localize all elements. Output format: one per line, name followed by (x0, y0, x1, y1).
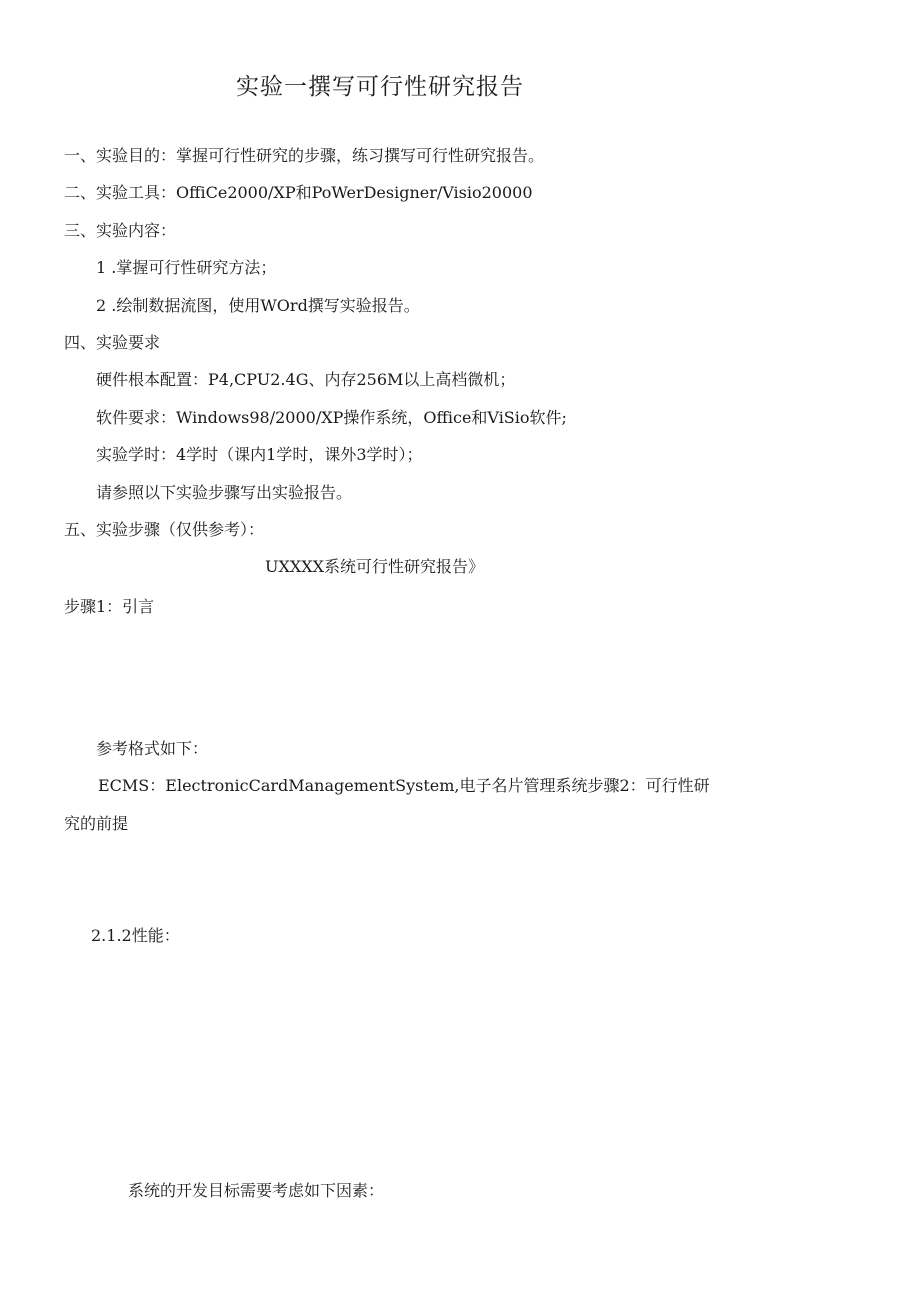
step-1-heading: 步骤1：引言 (64, 597, 155, 616)
section-purpose: 一、实验目的：掌握可行性研究的步骤，练习撰写可行性研究报告。 (64, 146, 545, 165)
content-item-2: 2 .绘制数据流图，使用WOrd撰写实验报告。 (96, 296, 420, 315)
section-content: 三、实验内容： (64, 221, 177, 240)
requirement-report: 请参照以下实验步骤写出实验报告。 (96, 483, 353, 502)
ecms-definition-continued: 究的前提 (64, 814, 129, 833)
section-2-1-2-performance: 2.1.2性能： (91, 926, 180, 945)
requirement-software: 软件要求：Windows98∕2000∕XP操作系统，Office和ViSio软件; (96, 408, 567, 427)
section-steps: 五、实验步骤（仅供参考）： (64, 520, 265, 539)
document-title: 实验一撰写可行性研究报告 (236, 74, 524, 100)
reference-format: 参考格式如下： (96, 739, 209, 758)
development-goals: 系统的开发目标需要考虑如下因素： (128, 1181, 385, 1200)
section-requirements: 四、实验要求 (64, 333, 161, 352)
content-item-1: 1 .掌握可行性研究方法； (96, 258, 277, 277)
requirement-hours: 实验学时：4学时（课内1学时，课外3学时）； (96, 445, 423, 464)
report-title: UXXXX系统可行性研究报告》 (265, 557, 485, 576)
section-tools: 二、实验工具：OffiCe2000/XP和PoWerDesigner/Visio20000 (64, 183, 533, 202)
requirement-hardware: 硬件根本配置：P4,CPU2.4G、内存256M以上高档微机； (96, 370, 516, 389)
ecms-definition: ECMS：ElectronicCardManagementSystem,电子名片管理系统步骤2：可行性研 (98, 776, 710, 795)
